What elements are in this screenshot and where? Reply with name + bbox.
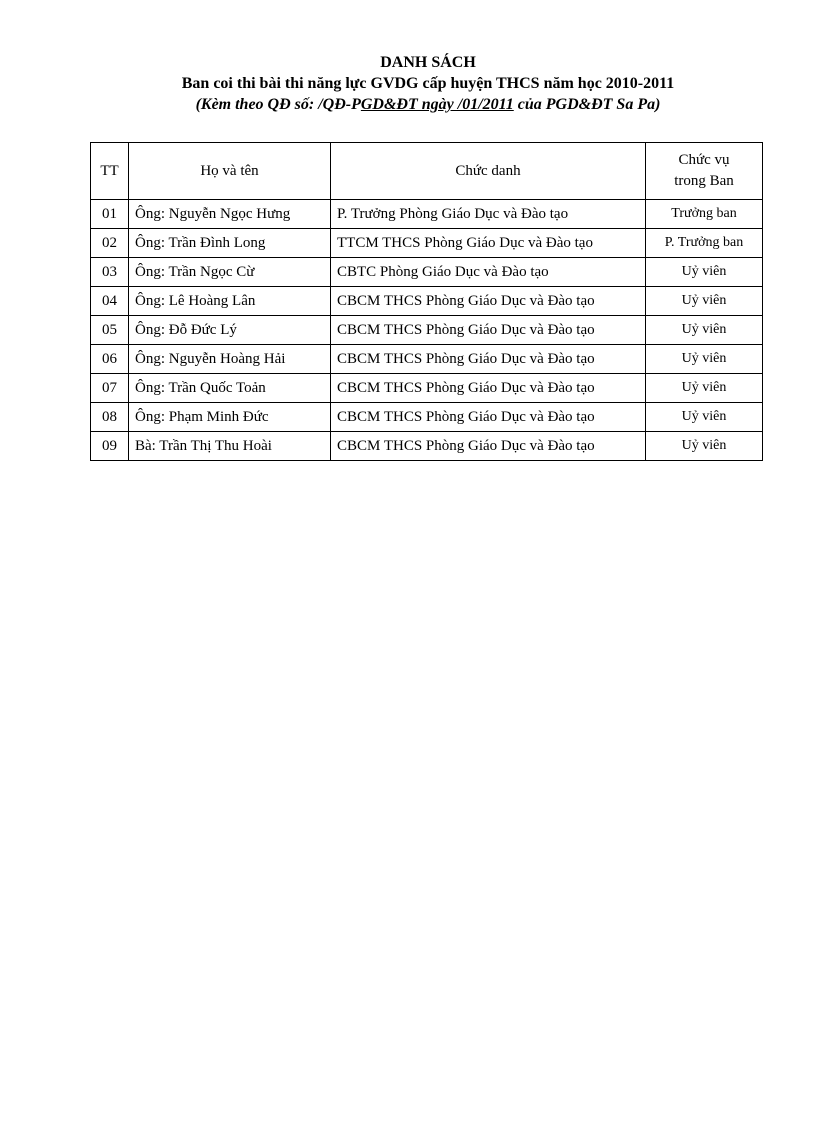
member-name: Bà: Trần Thị Thu Hoài: [129, 432, 331, 461]
table-row: [91, 287, 763, 316]
member-name: Ông: Lê Hoàng Lân: [129, 287, 331, 316]
member-position: CBCM THCS Phòng Giáo Dục và Đào tạo: [331, 287, 646, 316]
committee-role: Trưởng ban: [646, 200, 763, 229]
committee-role: Uỷ viên: [646, 258, 763, 287]
table-row: [91, 345, 763, 374]
member-name: Ông: Trần Ngọc Cừ: [129, 258, 331, 287]
document-subtitle: Ban coi thi bài thi năng lực GVDG cấp huyện THCS năm học 2010-2011: [181, 75, 675, 92]
committee-role: Uỷ viên: [646, 374, 763, 403]
table-header-row: [91, 143, 763, 200]
member-position: P. Trưởng Phòng Giáo Dục và Đào tạo: [331, 200, 646, 229]
table-row: [91, 316, 763, 345]
member-name: Ông: Nguyễn Hoàng Hải: [129, 345, 331, 374]
decision-prefix: (Kèm theo QĐ số: /QĐ-P: [195, 96, 361, 113]
row-number: 03: [91, 258, 129, 287]
committee-table: [90, 142, 763, 461]
column-header-role: [646, 143, 763, 200]
member-name: Ông: Nguyễn Ngọc Hưng: [129, 200, 331, 229]
table-row: [91, 229, 763, 258]
row-number: 04: [91, 287, 129, 316]
member-position: TTCM THCS Phòng Giáo Dục và Đào tạo: [331, 229, 646, 258]
column-header-title: Chức danh: [331, 143, 646, 200]
table-row: [91, 432, 763, 461]
document-title: DANH SÁCH: [380, 54, 476, 71]
committee-role: Uỷ viên: [646, 287, 763, 316]
committee-role: Uỷ viên: [646, 316, 763, 345]
decision-suffix: của PGD&ĐT Sa Pa): [513, 96, 661, 113]
member-name: Ông: Phạm Minh Đức: [129, 403, 331, 432]
decision-underlined: GD&ĐT ngày /01/2011: [360, 96, 514, 113]
row-number: 06: [91, 345, 129, 374]
committee-role: Uỷ viên: [646, 403, 763, 432]
committee-role: Uỷ viên: [646, 345, 763, 374]
column-header-tt: TT: [91, 143, 129, 200]
decision-reference: [0, 94, 816, 115]
row-number: 05: [91, 316, 129, 345]
member-position: CBCM THCS Phòng Giáo Dục và Đào tạo: [331, 345, 646, 374]
table-row: [91, 403, 763, 432]
column-header-role-text: Chức vụ trong Ban: [674, 152, 734, 189]
row-number: 02: [91, 229, 129, 258]
member-name: Ông: Trần Quốc Toản: [129, 374, 331, 403]
member-position: CBCM THCS Phòng Giáo Dục và Đào tạo: [331, 403, 646, 432]
row-number: 07: [91, 374, 129, 403]
committee-role: Uỷ viên: [646, 432, 763, 461]
row-number: 08: [91, 403, 129, 432]
member-name: Ông: Đỗ Đức Lý: [129, 316, 331, 345]
committee-role: P. Trưởng ban: [646, 229, 763, 258]
member-name: Ông: Trần Đình Long: [129, 229, 331, 258]
document-header: [0, 52, 816, 115]
member-position: CBCM THCS Phòng Giáo Dục và Đào tạo: [331, 432, 646, 461]
member-position: CBCM THCS Phòng Giáo Dục và Đào tạo: [331, 374, 646, 403]
table-row: [91, 200, 763, 229]
column-header-name: Họ và tên: [129, 143, 331, 200]
row-number: 01: [91, 200, 129, 229]
row-number: 09: [91, 432, 129, 461]
member-position: CBCM THCS Phòng Giáo Dục và Đào tạo: [331, 316, 646, 345]
table-row: [91, 258, 763, 287]
member-position: CBTC Phòng Giáo Dục và Đào tạo: [331, 258, 646, 287]
table-row: [91, 374, 763, 403]
